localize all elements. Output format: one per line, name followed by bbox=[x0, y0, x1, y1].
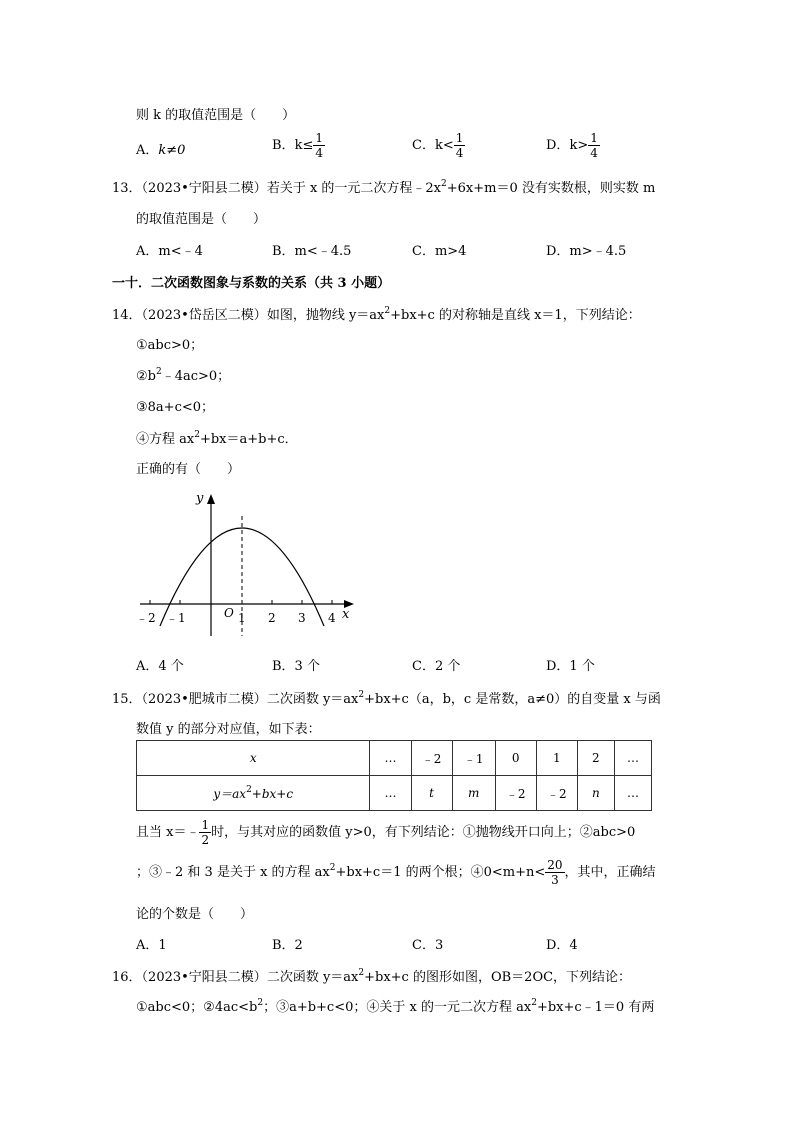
table-cell: n bbox=[577, 776, 614, 811]
tick-label: 4 bbox=[328, 611, 336, 625]
table-cell: 0 bbox=[495, 741, 536, 776]
table-cell: t bbox=[411, 776, 452, 811]
q15-condition-line1: 且当 x＝﹣ $\frac{1}{2}$ 时，与其对应的函数值 y>0，有下列结论：①抛物线开口向上；②abc>0 bbox=[136, 818, 636, 847]
q13-option-c: C．m>4 bbox=[412, 244, 467, 259]
q16-stem: 16．（2023•宁阳县二模）二次函数 $y=ax^2+bx+c$ 的图形如图，OB＝2OC，下列结论： bbox=[112, 968, 632, 985]
q14-item-3: ③8a+c<0； bbox=[136, 400, 215, 415]
origin-label: O bbox=[224, 606, 234, 620]
q12-option-d: D．k> $\frac{1}{4}$ bbox=[546, 131, 598, 160]
q14-question: 正确的有（ ） bbox=[136, 462, 241, 477]
tick-label: 3 bbox=[298, 611, 306, 625]
table-cell: … bbox=[370, 741, 411, 776]
q16-statements: ①abc<0；$②4ac<b^2$；③a+b+c<0；④关于 x 的一元二次方程 $ax^2+bx+c﹣1=0$ 有两 bbox=[136, 998, 655, 1015]
q15-option-a: A．1 bbox=[136, 938, 167, 953]
table-cell: … bbox=[370, 776, 411, 811]
q15-condition-line2: ；③﹣2 和 3 是关于 x 的方程 $ax^2+bx+c=1$ 的两个根；④0<m+n< $\frac{20}{3}$ ，其中，正确结 bbox=[136, 858, 656, 887]
q14-option-d: D．1 个 bbox=[546, 659, 595, 674]
table-cell: ﹣2 bbox=[495, 776, 536, 811]
table-cell: ﹣1 bbox=[452, 741, 495, 776]
tick-label: ﹣1 bbox=[166, 611, 186, 625]
q14-option-c: C．2 个 bbox=[412, 659, 461, 674]
y-label: y bbox=[196, 491, 204, 506]
q12-stem: 则 k 的取值范围是（ ） bbox=[136, 108, 296, 123]
table-cell: ﹣2 bbox=[411, 741, 452, 776]
table-row bbox=[137, 741, 652, 776]
q14-item-4: ④方程 $ax^2+bx=a+b+c$． bbox=[136, 430, 298, 447]
q15-condition-line3: 论的个数是（ ） bbox=[136, 907, 254, 922]
q14-parabola-graph bbox=[134, 486, 364, 646]
table-cell: … bbox=[614, 776, 651, 811]
table-cell: … bbox=[614, 741, 651, 776]
section-title: 一十．二次函数图象与系数的关系（共 3 小题） bbox=[112, 276, 391, 291]
q14-option-a: A．4 个 bbox=[136, 659, 184, 674]
q15-value-table bbox=[136, 740, 652, 811]
table-cell: 1 bbox=[536, 741, 577, 776]
q15-stem-line2: 数值 y 的部分对应值，如下表： bbox=[136, 722, 321, 737]
q15-stem: 15．（2023•肥城市二模）二次函数 $y=ax^2+bx+c(a$，b，c 是常数，a≠0）的自变量 x 与函 bbox=[112, 690, 661, 707]
q14-option-b: B．3 个 bbox=[272, 659, 320, 674]
table-cell: $y=ax^2+bx+c$ bbox=[137, 776, 370, 811]
q14-item-1: ①abc>0； bbox=[136, 338, 204, 353]
table-cell: ﹣2 bbox=[536, 776, 577, 811]
q12-option-c: C．k< $\frac{1}{4}$ bbox=[412, 131, 464, 160]
table-cell: x bbox=[137, 741, 370, 776]
q14-item-2: $②b^2﹣4ac>0$； bbox=[136, 367, 231, 384]
q12-option-a: A．k≠0 bbox=[136, 143, 186, 158]
x-label: x bbox=[342, 607, 350, 622]
q13-option-d: D．m>﹣4.5 bbox=[546, 244, 627, 259]
q15-option-c: C．3 bbox=[412, 938, 444, 953]
q15-option-b: B．2 bbox=[272, 938, 303, 953]
q13-option-b: B．m<﹣4.5 bbox=[272, 244, 352, 259]
tick-label: 2 bbox=[268, 611, 276, 625]
y-axis-arrow bbox=[207, 494, 215, 504]
q15-option-d: D．4 bbox=[546, 938, 578, 953]
tick-label: 1 bbox=[238, 611, 246, 625]
q14-stem: 14．（2023•岱岳区二模）如图，抛物线 $y=ax^2+bx+c$ 的对称轴是直线 x＝1，下列结论： bbox=[112, 306, 641, 323]
q13-stem-line2: 的取值范围是（ ） bbox=[136, 212, 267, 227]
q13-option-a: A．m<﹣4 bbox=[136, 244, 203, 259]
table-cell: 2 bbox=[577, 741, 614, 776]
table-row bbox=[137, 776, 652, 811]
tick-label: ﹣2 bbox=[136, 611, 156, 625]
table-cell: m bbox=[452, 776, 495, 811]
q12-option-b: B．k≤ $\frac{1}{4}$ bbox=[272, 131, 323, 160]
q13-stem: 13．（2023•宁阳县二模）若关于 x 的一元二次方程$﹣2x^2+6x+m=0$ 没有实数根，则实数 m bbox=[112, 179, 656, 196]
